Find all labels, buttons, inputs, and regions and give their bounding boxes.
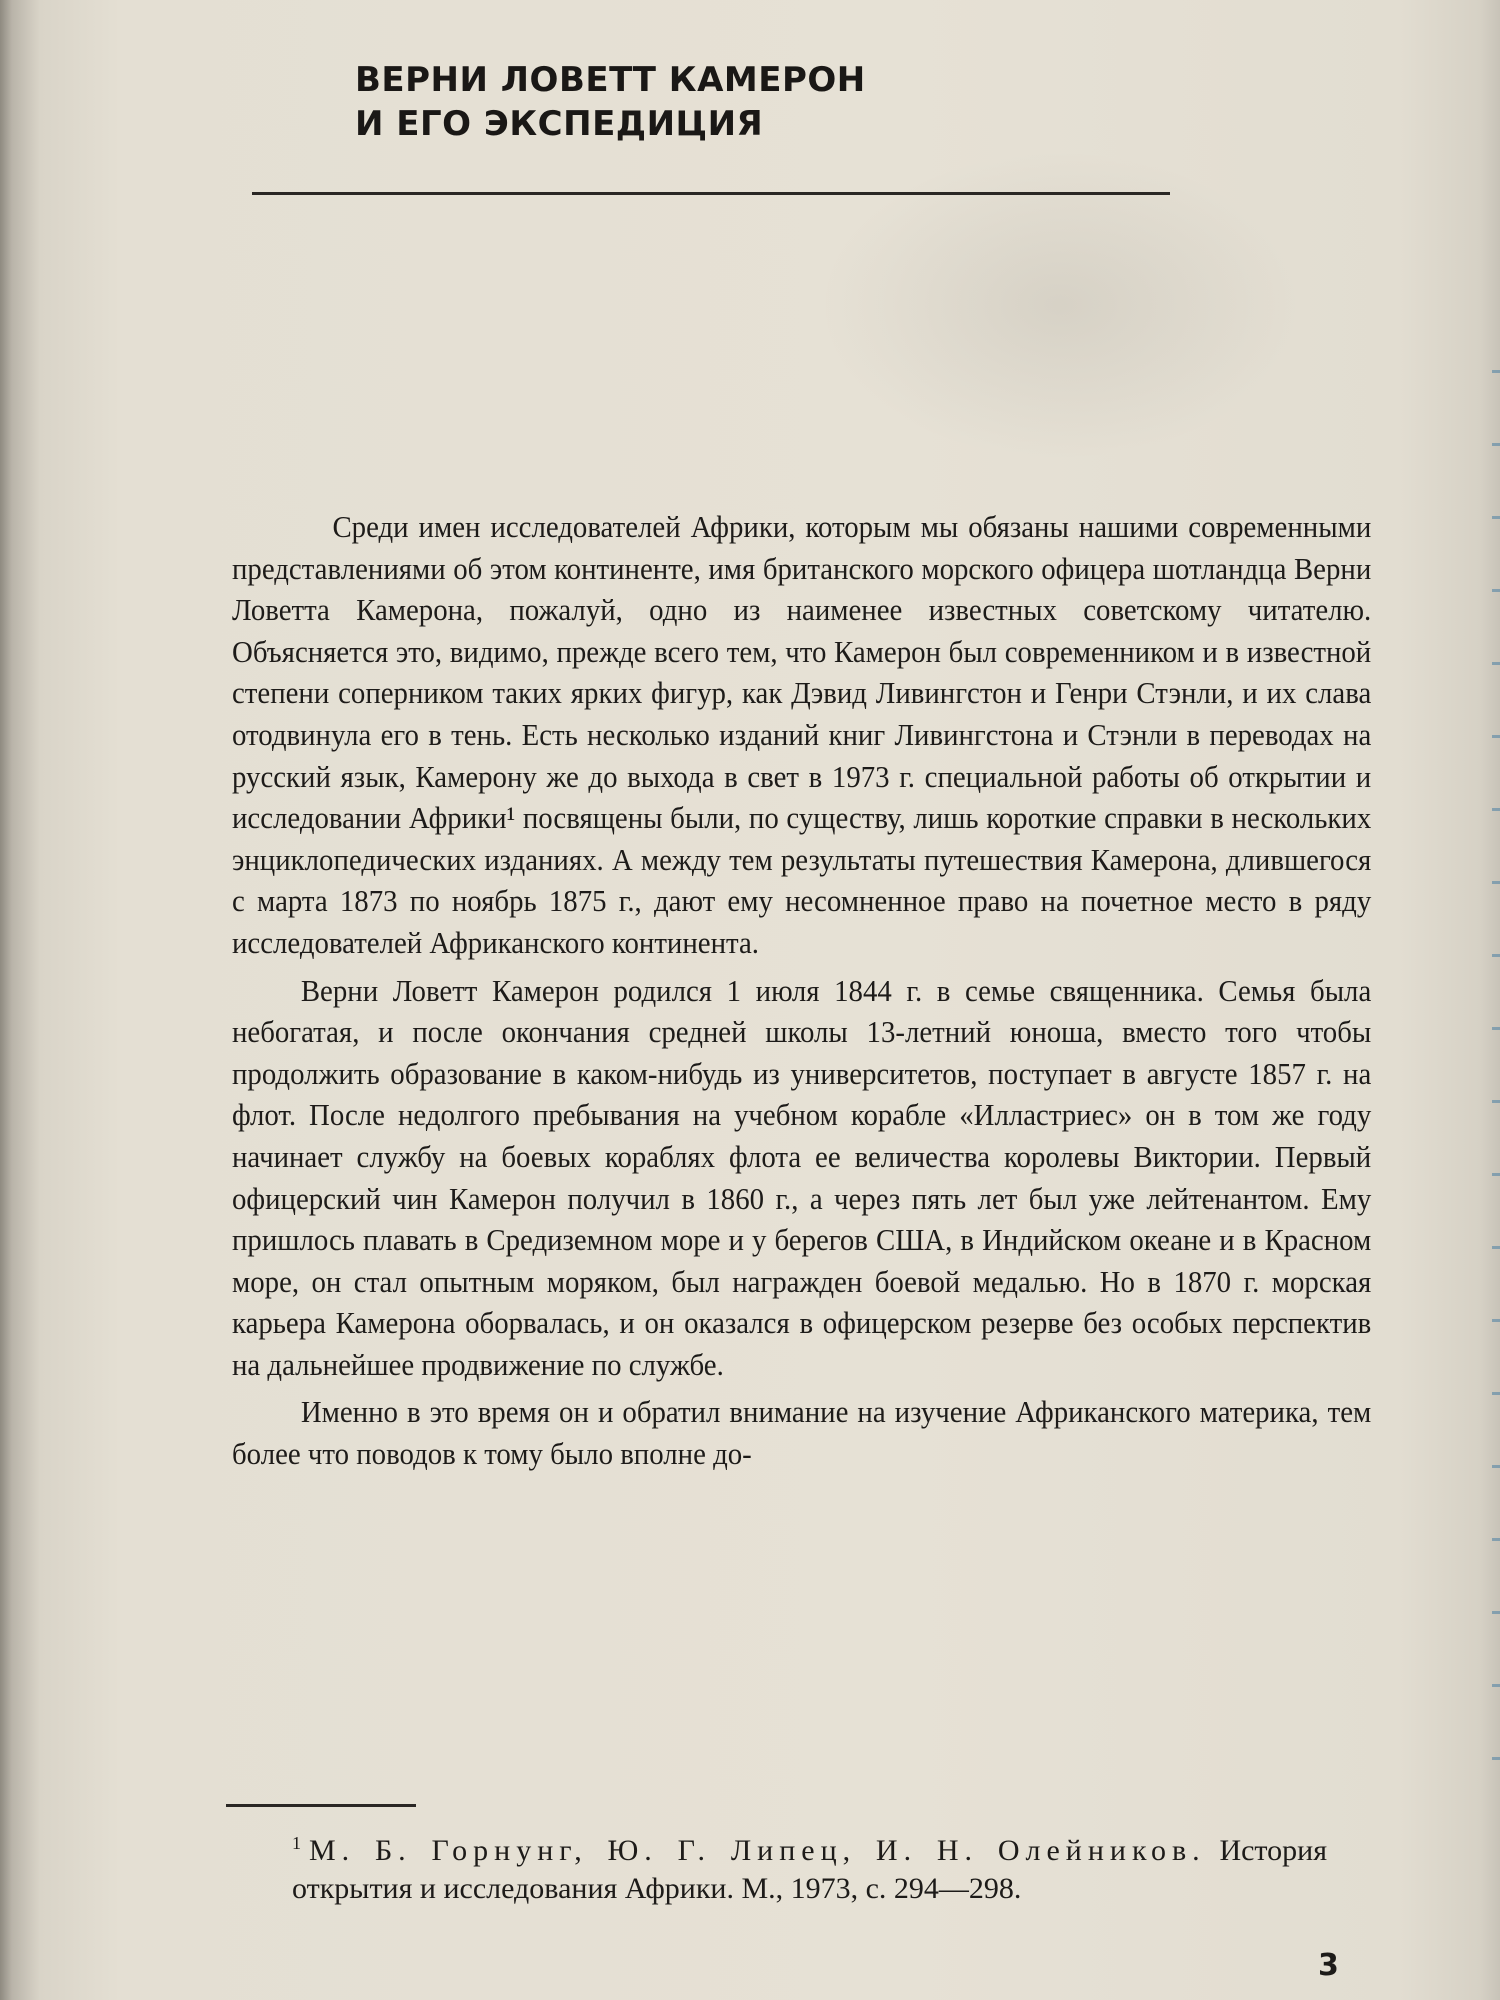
footnote-marker: 1 [292, 1833, 301, 1853]
paragraph-3: Именно в это время он и обратил внимание на изучение Африканского материка, тем более что поводов к тому было вполне до- [232, 1394, 1372, 1472]
title-rule [252, 192, 1170, 195]
footnote-authors: М. Б. Горнунг, Ю. Г. Липец, И. Н. Олейников. [309, 1834, 1206, 1867]
chapter-title-line-1: ВЕРНИ ЛОВЕТТ КАМЕРОН [355, 60, 866, 100]
chapter-title-line-2: И ЕГО ЭКСПЕДИЦИЯ [355, 104, 764, 144]
footnote-text: История открытия и исследования Африки. М., 1973, с. 294—298. [292, 1834, 1328, 1905]
page-edge-marks [1492, 300, 1500, 1800]
paragraph-1: Среди имен исследователей Африки, которым мы обязаны нашими современными представлениями об этом континенте, имя британского морского офицера шотландца Верни Ловетта Камерона, пожалуй, одно из наименее известных советскому читателю. Объясняется это, видимо, прежде всего тем, что Камерон был современником и в известной степени соперником таких ярких фигур, как Дэвид Ливингстон и Генри Стэнли, и их слава отодвинула его в тень. Есть несколько изданий книг Ливингстона и Стэнли в переводах на русский язык, Камерону же до выхода в свет в 1973 г. специальной работы об открытии и исследовании Африки¹ посвящены были, по существу, лишь короткие справки в нескольких энциклопедических изданиях. А между тем результаты путешествия Камерона, длившегося с марта 1873 по ноябрь 1875 г., дают ему несомненное право на почетное место в ряду исследователей Африканского континента. [232, 509, 1372, 960]
footnote [292, 1824, 1327, 1908]
body-text [232, 506, 1371, 1481]
footnote-rule [226, 1804, 416, 1807]
chapter-title [355, 58, 866, 146]
show-through-illustration [820, 150, 1300, 460]
page-number: 3 [1318, 1948, 1339, 1983]
paragraph-2: Верни Ловетт Камерон родился 1 июля 1844 г. в семье священника. Семья была небогатая, и после окончания средней школы 13-летний юноша, вместо того чтобы продолжить образование в каком-нибудь из университетов, поступает в августе 1857 г. на флот. После недолгого пребывания на учебном корабле «Илластриес» он в том же году начинает службу на боевых кораблях флота ее величества королевы Виктории. Первый офицерский чин Камерон получил в 1860 г., а через пять лет был уже лейтенантом. Ему пришлось плавать в Средиземном море и у берегов США, в Индийском океане и в Красном море, он стал опытным моряком, был награжден боевой медалью. Но в 1870 г. морская карьера Камерона оборвалась, и он оказался в офицерском резерве без особых перспектив на дальнейшее продвижение по службе. [232, 972, 1372, 1382]
